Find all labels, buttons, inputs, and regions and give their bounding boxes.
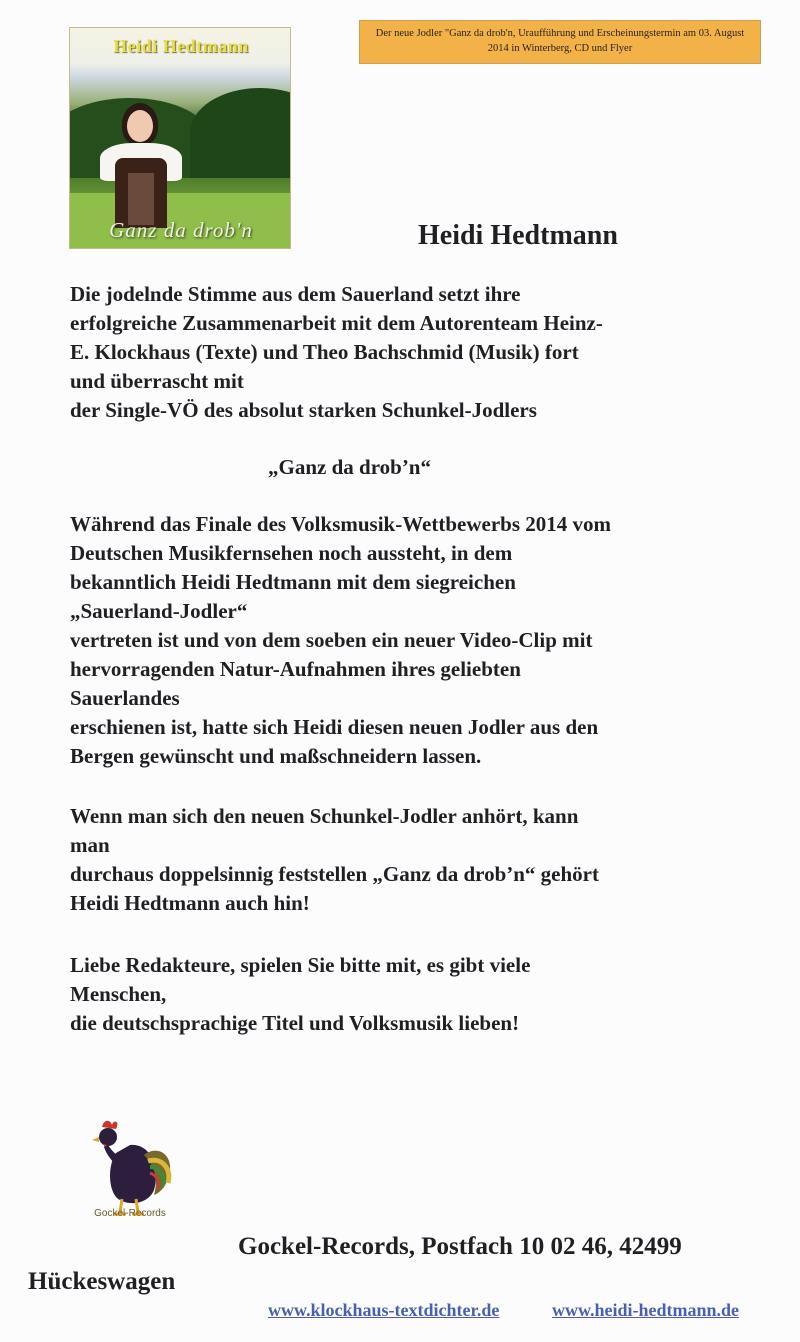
- text-line: erfolgreiche Zusammenarbeit mit dem Autorenteam Heinz-: [70, 311, 603, 335]
- text-line: Während das Finale des Volksmusik-Wettbewerbs 2014 vom: [70, 512, 612, 536]
- text-line: Wenn man sich den neuen Schunkel-Jodler anhört, kann: [70, 804, 579, 828]
- cover-artist-name: Heidi Hedtmann: [113, 36, 249, 56]
- cover-hill: [190, 88, 291, 178]
- release-note-line: Der neue Jodler "Ganz da drob'n, Uraufführung und Erscheinungstermin am 03. August: [375, 28, 745, 39]
- postal-address: Gockel-Records, Postfach 10 02 46, 42499: [238, 1233, 682, 1260]
- cover-singer-face: [127, 110, 153, 142]
- text-line: vertreten ist und von dem soeben ein neuer Video-Clip mit: [70, 628, 593, 652]
- editors-paragraph: [70, 951, 530, 1038]
- text-line: der Single-VÖ des absolut starken Schunkel-Jodlers: [70, 398, 537, 422]
- text-line: Bergen gewünscht und maßschneidern lassen.: [70, 744, 482, 768]
- release-note-line: 2014 in Winterberg, CD und Flyer: [487, 43, 633, 54]
- contest-paragraph: [70, 510, 611, 771]
- text-line: die deutschsprachige Titel und Volksmusik lieben!: [70, 1011, 520, 1035]
- hedtmann-website-link[interactable]: www.heidi-hedtmann.de: [552, 1300, 740, 1320]
- text-line: „Sauerland-Jodler“: [70, 599, 248, 623]
- logo-label: Gockel-Records: [94, 1208, 166, 1219]
- postal-city: Hückeswagen: [28, 1268, 176, 1295]
- klockhaus-website-link[interactable]: www.klockhaus-textdichter.de: [268, 1300, 500, 1320]
- cover-album-title: Ganz da drob'n: [109, 218, 253, 242]
- text-line: Deutschen Musikfernsehen noch aussteht, in dem: [70, 541, 513, 565]
- text-line: bekanntlich Heidi Hedtmann mit dem siegreichen: [70, 570, 516, 594]
- text-line: hervorragenden Natur-Aufnahmen ihres geliebten: [70, 657, 521, 681]
- album-cover: [69, 27, 291, 249]
- intro-paragraph: [70, 280, 603, 425]
- text-line: E. Klockhaus (Texte) und Theo Bachschmid (Musik) fort: [70, 340, 579, 364]
- text-line: Sauerlandes: [70, 686, 180, 710]
- single-title: „Ganz da drob’n“: [268, 455, 431, 479]
- listening-paragraph: [70, 802, 599, 918]
- text-line: Heidi Hedtmann auch hin!: [70, 891, 310, 915]
- text-line: Liebe Redakteure, spielen Sie bitte mit, es gibt viele: [70, 953, 531, 977]
- text-line: Menschen,: [70, 982, 167, 1006]
- release-note: [359, 20, 761, 64]
- text-line: durchaus doppelsinnig feststellen „Ganz da drob’n“ gehört: [70, 862, 599, 886]
- text-line: und überrascht mit: [70, 369, 244, 393]
- text-line: Die jodelnde Stimme aus dem Sauerland setzt ihre: [70, 282, 521, 306]
- text-line: erschienen ist, hatte sich Heidi diesen neuen Jodler aus den: [70, 715, 599, 739]
- text-line: man: [70, 833, 110, 857]
- page-title: Heidi Hedtmann: [418, 220, 618, 251]
